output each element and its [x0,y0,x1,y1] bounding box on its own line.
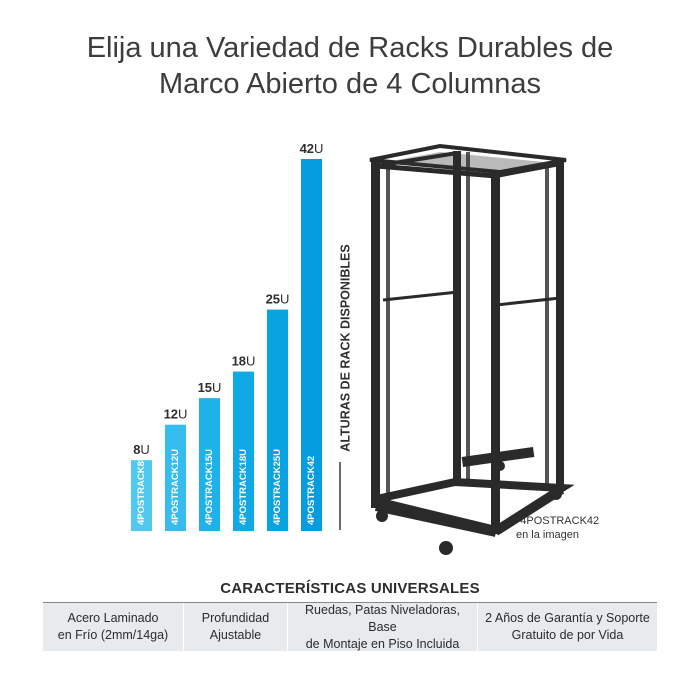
bar-value-label: 25U [265,291,290,307]
feature-line: Acero Laminado [67,611,159,625]
y-axis-label: ALTURAS DE RACK DISPONIBLES [338,244,353,452]
bar-category-label: 4POSTRACK8U [136,454,148,525]
bar-category-label: 4POSTRACK42 [306,455,318,525]
bars-group [131,141,323,531]
image-caption [516,514,599,542]
feature-cell [43,603,183,651]
bar-value-label: 42U [299,141,324,156]
bar-value-label: 18U [231,353,256,369]
feature-line: Ajustable [209,628,262,642]
title-line-1: Elija una Variedad de Racks Durables de [86,32,614,64]
feature-line: Profundidad [201,611,270,625]
feature-line: en Frío (2mm/14ga) [57,628,169,642]
bar-value-label: 12U [163,406,188,422]
bar-category-label: 4POSTRACK15U [204,448,216,525]
bar-value-label: 15U [197,380,222,396]
feature-cell [183,603,287,651]
bar-category-label: 4POSTRACK12U [170,448,182,525]
features-heading: CARACTERÍSTICAS UNIVERSALES [220,580,480,597]
y-axis-label-group [338,244,352,451]
feature-cell [477,603,657,651]
caption-line-2: en la imagen [516,529,579,541]
title-line-2: Marco Abierto de 4 Columnas [158,68,542,100]
bar-category-label: 4POSTRACK25U [272,448,284,525]
feature-cell [287,603,477,651]
feature-line: 2 Años de Garantía y Soporte [485,611,650,625]
rack-image [370,146,566,555]
feature-line: Ruedas, Patas Niveladoras, Base [305,602,460,634]
bar-value-label: 8U [133,442,150,458]
feature-line: Gratuito de por Vida [511,628,624,642]
features-table [43,602,657,651]
caption-line-1: *4POSTRACK42 [516,515,600,527]
bar-category-label: 4POSTRACK18U [238,448,250,525]
feature-line: de Montaje en Piso Incluida [305,636,460,651]
